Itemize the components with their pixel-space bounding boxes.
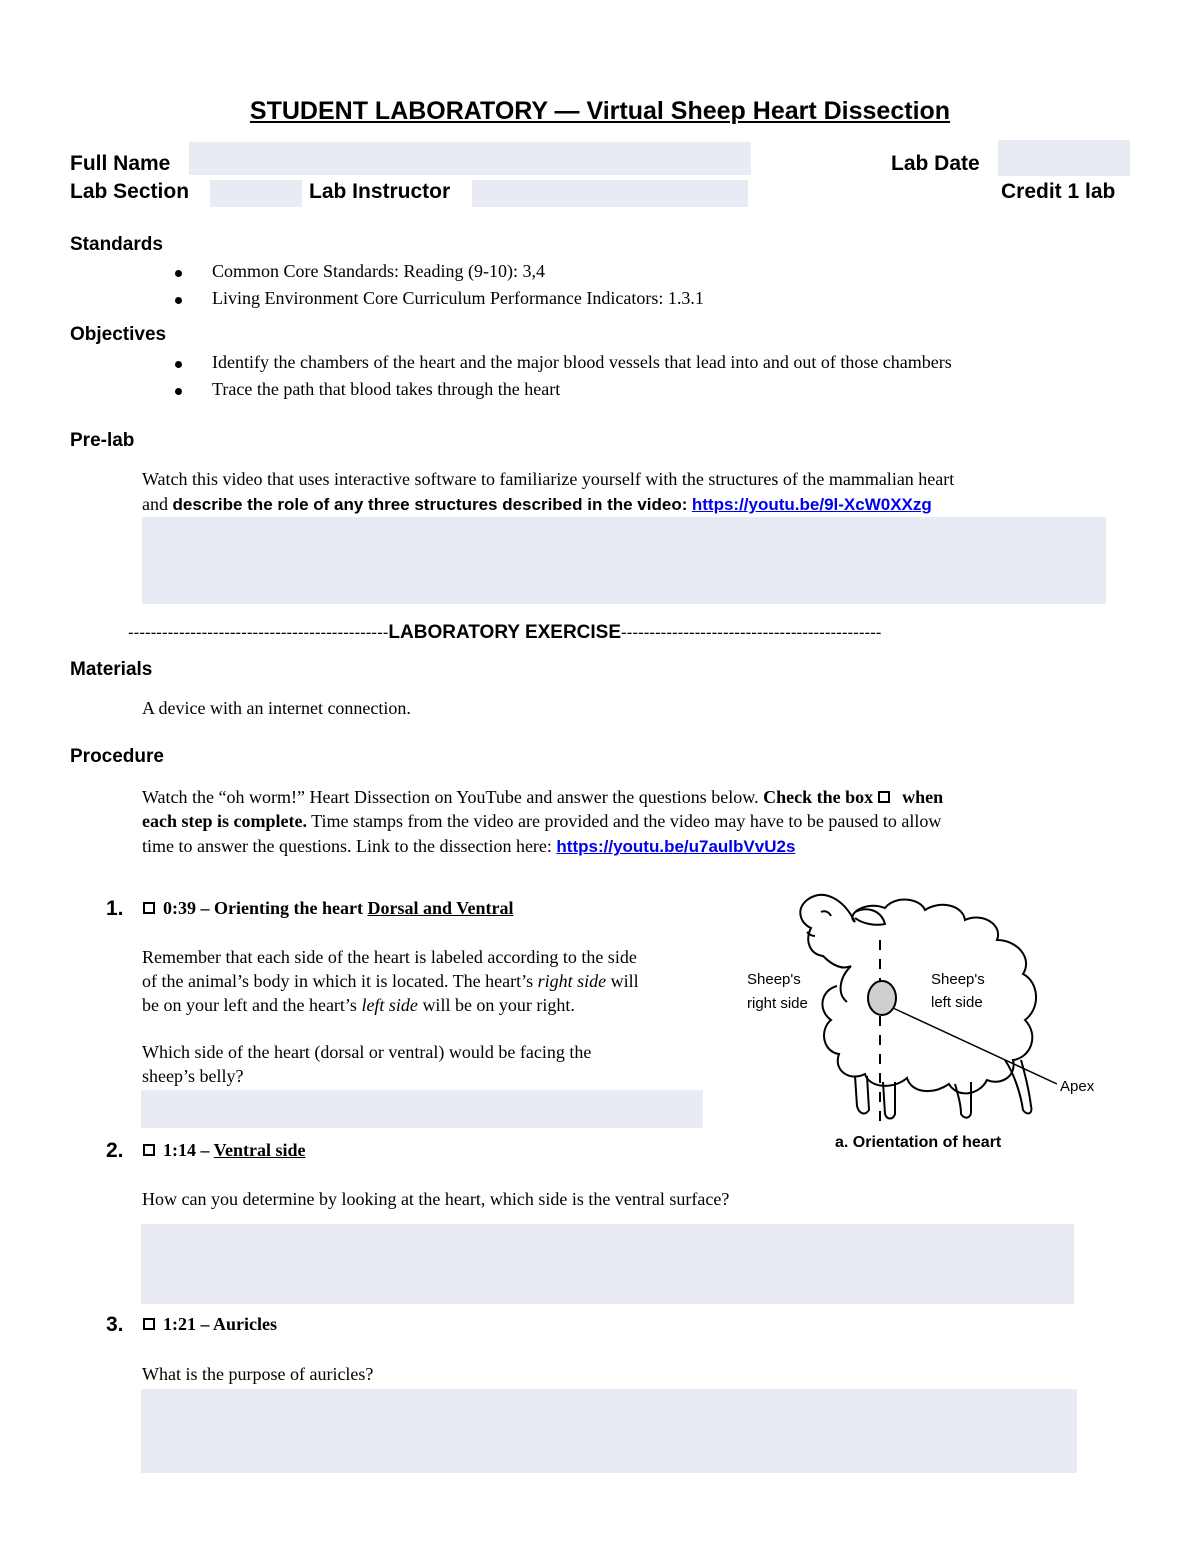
bullet-icon: [175, 361, 182, 368]
prelab-heading: Pre-lab: [70, 430, 135, 451]
lab-instructor-field[interactable]: [472, 180, 748, 207]
checkbox-icon: [878, 791, 890, 803]
question-2-prompt: How can you determine by looking at the heart, which side is the ventral surface?: [142, 1189, 730, 1209]
objectives-heading: Objectives: [70, 324, 167, 345]
question-1-title: 0:39 – Orienting the heart Dorsal and Ventral: [143, 898, 514, 919]
sheep-orientation-figure: [735, 870, 1105, 1160]
question-1-text-line-1: Remember that each side of the heart is labeled according to the side: [142, 947, 637, 967]
step-checkbox[interactable]: [143, 1144, 155, 1156]
prelab-text-line-2: and describe the role of any three structures described in the video: https://youtu.be/9l-XcW0XXzg: [142, 494, 932, 514]
heart-shape: [868, 981, 896, 1015]
question-1-text-line-2: of the animal’s body in which it is located. The heart’s right side will: [142, 971, 639, 991]
materials-heading: Materials: [70, 659, 153, 680]
prelab-text-line-1: Watch this video that uses interactive software to familiarize yourself with the structures of the mammalian heart: [142, 469, 955, 489]
procedure-heading: Procedure: [70, 746, 164, 767]
question-number: 1.: [106, 897, 124, 920]
apex-label: Apex: [1060, 1078, 1095, 1095]
question-1-prompt-line-1: Which side of the heart (dorsal or ventral) would be facing the: [142, 1042, 592, 1062]
procedure-text-line-3: time to answer the questions. Link to the dissection here: https://youtu.be/u7aulbVvU2s: [142, 836, 796, 856]
procedure-text-line-2: each step is complete. Time stamps from the video are provided and the video may have to be paused to allow: [142, 811, 942, 831]
page-title: STUDENT LABORATORY — Virtual Sheep Heart Dissection: [249, 97, 951, 125]
question-2-title: 1:14 – Ventral side: [143, 1140, 306, 1161]
bullet-icon: [175, 388, 182, 395]
figure-caption: a. Orientation of heart: [835, 1134, 1002, 1151]
sheep-right-side-label-line-1: Sheep's: [747, 971, 801, 988]
full-name-label: Full Name: [70, 152, 171, 175]
question-1-answer-field[interactable]: [141, 1090, 703, 1128]
lab-date-field[interactable]: [998, 140, 1130, 176]
sheep-right-side-label-line-2: right side: [747, 995, 808, 1012]
question-3-prompt: What is the purpose of auricles?: [142, 1364, 374, 1384]
objectives-item: Identify the chambers of the heart and the major blood vessels that lead into and out of those chambers: [212, 352, 952, 373]
standards-heading: Standards: [70, 234, 163, 255]
prelab-answer-field[interactable]: [142, 517, 1106, 604]
procedure-text-line-1: Watch the “oh worm!” Heart Dissection on YouTube and answer the questions below. Check the box when: [142, 787, 944, 807]
step-checkbox[interactable]: [143, 1318, 155, 1330]
question-3-answer-field[interactable]: [141, 1389, 1077, 1473]
materials-text: A device with an internet connection.: [142, 698, 411, 718]
question-number: 3.: [106, 1313, 124, 1336]
question-1-prompt-line-2: sheep’s belly?: [142, 1066, 244, 1086]
credit-label: Credit 1 lab: [1001, 180, 1116, 203]
question-number: 2.: [106, 1139, 124, 1162]
prelab-video-link[interactable]: https://youtu.be/9l-XcW0XXzg: [691, 495, 932, 514]
standards-item: Common Core Standards: Reading (9-10): 3,4: [212, 261, 545, 282]
sheep-left-side-label-line-1: Sheep's: [931, 971, 985, 988]
objectives-item: Trace the path that blood takes through the heart: [212, 379, 560, 400]
bullet-icon: [175, 270, 182, 277]
bullet-icon: [175, 297, 182, 304]
question-3-title: 1:21 – Auricles: [143, 1314, 277, 1335]
step-checkbox[interactable]: [143, 902, 155, 914]
sheep-left-side-label-line-2: left side: [931, 994, 983, 1011]
lab-section-label: Lab Section: [70, 180, 190, 203]
sheep-diagram: [735, 870, 1105, 1160]
laboratory-exercise-divider: ----------------------------------------------LABORATORY EXERCISE----------------------------------------------: [128, 622, 882, 643]
lab-date-label: Lab Date: [891, 152, 980, 175]
question-1-text-line-3: be on your left and the heart’s left side will be on your right.: [142, 995, 575, 1015]
dissection-video-link[interactable]: https://youtu.be/u7aulbVvU2s: [556, 837, 796, 856]
full-name-field[interactable]: [189, 142, 751, 175]
standards-item: Living Environment Core Curriculum Performance Indicators: 1.3.1: [212, 288, 704, 309]
lab-instructor-label: Lab Instructor: [309, 180, 451, 203]
lab-section-field[interactable]: [210, 180, 302, 207]
question-2-answer-field[interactable]: [141, 1224, 1074, 1304]
